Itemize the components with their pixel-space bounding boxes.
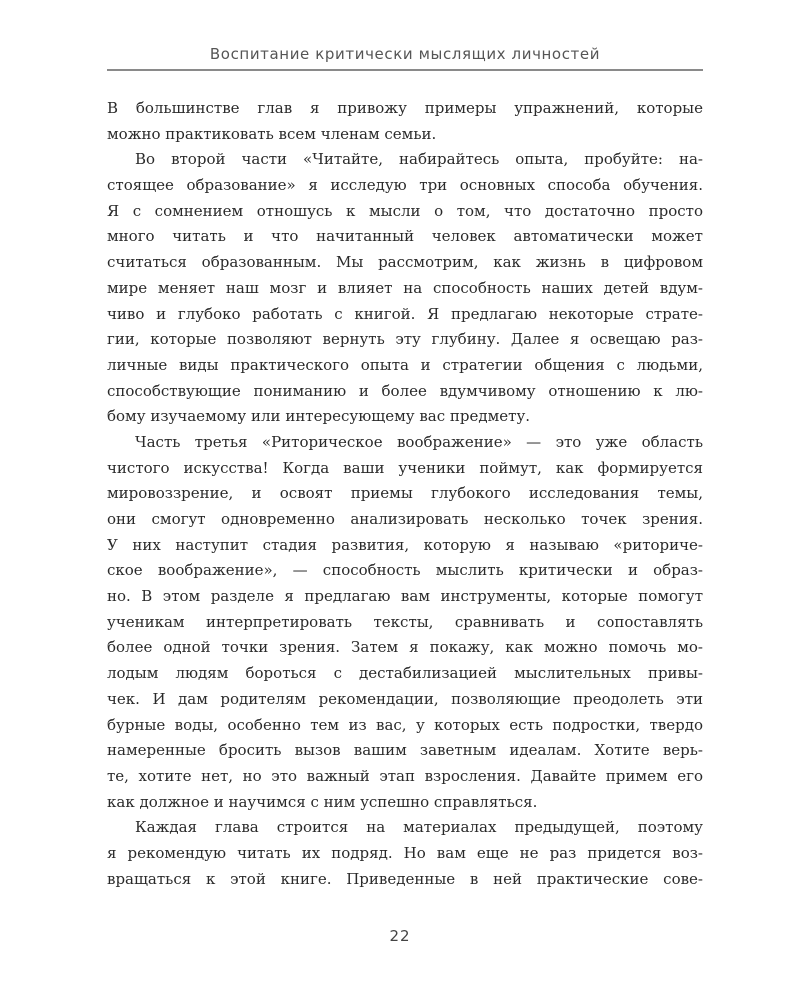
running-head-title: Воспитание критически мыслящих личностей [209,45,601,63]
text-line: способствующие пониманию и более вдумчивому отношению к лю- [107,381,703,400]
header-divider [107,69,703,71]
text-line: бурные воды, особенно тем из вас, у которых есть подростки, твердо [107,715,703,734]
text-line: чистого искусства! Когда ваши ученики поймут, как формируется [107,458,703,477]
text-line: чек. И дам родителям рекомендации, позволяющие преодолеть эти [107,689,703,708]
text-line: Часть третья «Риторическое воображение» — это уже область [135,432,703,451]
text-line: В большинстве глав я привожу примеры упражнений, которые [107,99,703,117]
text-line: те, хотите нет, но это важный этап взросления. Давайте примем его [107,766,703,785]
text-line: гии, которые позволяют вернуть эту глубину. Далее я освещаю раз- [107,330,703,349]
text-line: мире меняет наш мозг и влияет на способность наших детей вдум- [107,278,703,297]
text-line: много читать и что начитанный человек автоматически может [107,227,703,246]
text-line: но. В этом разделе я предлагаю вам инструменты, которые помогут [107,587,703,606]
text-line: мировоззрение, и освоят приемы глубокого исследования темы, [107,484,703,503]
text-line: ученикам интерпретировать тексты, сравнивать и сопоставлять [107,612,703,631]
text-line: ское воображение», — способность мыслить критически и образ- [107,561,703,580]
text-line: лодым людям бороться с дестабилизацией мыслительных привы- [107,664,703,683]
page-number: 22 [389,927,411,945]
text-line: стоящее образование» я исследую три основных способа обучения. [107,176,703,195]
text-line: Каждая глава строится на материалах предыдущей, поэтому [135,818,703,837]
text-line: более одной точки зрения. Затем я покажу, как можно помочь мо- [107,638,703,657]
text-line: Я с сомнением отношусь к мысли о том, что достаточно просто [107,201,703,220]
text-line: бому изучаемому или интересующему вас предмету. [107,407,531,426]
text-line: У них наступит стадия развития, которую я называю «ритoриче- [107,535,703,554]
text-line: намеренные бросить вызов вашим заветным идеалам. Хотите верь- [107,741,703,760]
text-line: я рекомендую читать их подряд. Но вам еще не раз придется воз- [107,843,703,862]
text-line: считаться образованным. Мы рассмотрим, как жизнь в цифровом [107,253,703,272]
text-line: Во второй части «Читайте, набирайтесь опыта, пробуйте: на- [135,150,703,169]
text-line: они смогут одновременно анализировать несколько точек зрения. [107,510,703,528]
text-line: можно практиковать всем членам семьи. [107,124,437,143]
text-line: чиво и глубоко работать с книгой. Я предлагаю некоторые страте- [107,304,703,323]
text-line: как должное и научимся с ним успешно справляться. [107,792,538,811]
text-line: личные виды практического опыта и стратегии общения с людьми, [107,355,703,374]
body-text [107,96,703,892]
text-line: вращаться к этой книге. Приведенные в ней практические сове- [107,869,703,888]
